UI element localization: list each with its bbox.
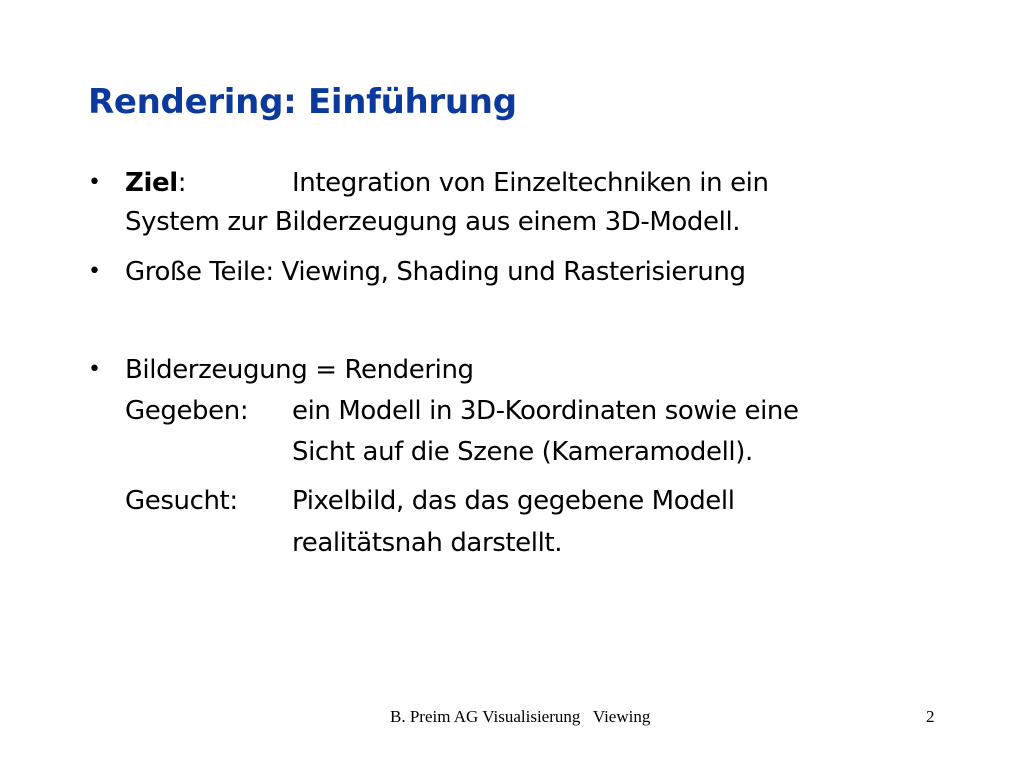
bullet-3-heading: Bilderzeugung = Rendering xyxy=(125,355,474,385)
given-text-line-2: Sicht auf die Szene (Kameramodell). xyxy=(292,437,753,467)
sought-text-line-2: realitätsnah darstellt. xyxy=(292,528,563,558)
slide-title: Rendering: Einführung xyxy=(88,82,517,122)
footer-text: B. Preim AG Visualisierung Viewing xyxy=(390,707,651,726)
given-text-line-1: ein Modell in 3D-Koordinaten sowie eine xyxy=(292,396,799,426)
ziel-label: Ziel xyxy=(125,168,178,198)
bullet-2-text: Große Teile: Viewing, Shading und Rasterisierung xyxy=(125,257,746,287)
bullet-1-text-line-1: Integration von Einzeltechniken in ein xyxy=(292,168,769,198)
bullet-1-text-line-2: System zur Bilderzeugung aus einem 3D-Modell. xyxy=(125,207,741,237)
given-label: Gegeben: xyxy=(125,396,249,426)
sought-text-line-1: Pixelbild, das das gegebene Modell xyxy=(292,486,735,516)
bullet-1-label xyxy=(125,163,186,203)
page-number: 2 xyxy=(926,707,935,726)
bullet-marker-3: • xyxy=(88,357,101,382)
sought-label: Gesucht: xyxy=(125,486,238,516)
bullet-marker-2: • xyxy=(88,259,101,284)
ziel-label-colon: : xyxy=(177,168,187,198)
bullet-marker-1: • xyxy=(88,170,101,195)
